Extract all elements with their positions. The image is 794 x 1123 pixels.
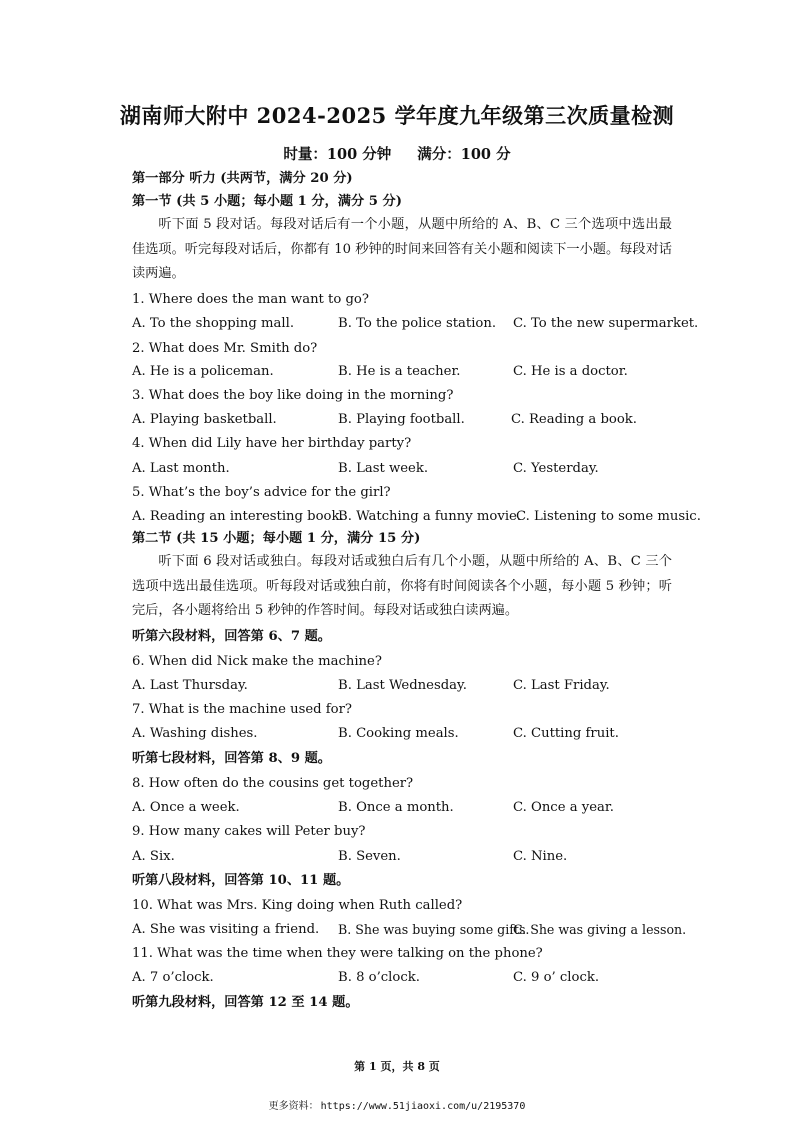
material-9-label: 听第九段材料，回答第 12 至 14 题。 (132, 995, 359, 1010)
material-7-label: 听第七段材料，回答第 8、9 题。 (132, 751, 331, 766)
question-6: 6. When did Nick make the machine? (132, 654, 382, 669)
q7-option-a: A. Washing dishes. (132, 726, 258, 741)
question-9: 9. How many cakes will Peter buy? (132, 824, 366, 839)
q2-option-a: A. He is a policeman. (132, 364, 274, 379)
q11-option-b: B. 8 o’clock. (338, 970, 420, 985)
q5-option-c: C. Listening to some music. (516, 509, 701, 524)
question-11: 11. What was the time when they were talking on the phone? (132, 946, 543, 961)
question-1: 1. Where does the man want to go? (132, 292, 369, 307)
q11-option-c: C. 9 o’ clock. (513, 970, 600, 985)
q5-option-a: A. Reading an interesting book. (132, 509, 344, 524)
q5-option-b: B. Watching a funny movie. (338, 509, 522, 524)
question-10: 10. What was Mrs. King doing when Ruth called? (132, 898, 463, 913)
q6-option-b: B. Last Wednesday. (338, 678, 467, 693)
q1-option-a: A. To the shopping mall. (132, 316, 295, 331)
q1-option-c: C. To the new supermarket. (513, 316, 699, 331)
q2-option-b: B. He is a teacher. (338, 364, 461, 379)
question-8: 8. How often do the cousins get together? (132, 776, 414, 791)
question-3: 3. What does the boy like doing in the morning? (132, 388, 454, 403)
q2-option-c: C. He is a doctor. (513, 364, 628, 379)
time-limit: 时量：100 分钟 (283, 146, 392, 163)
q10-option-b: B. She was buying some gifts. (338, 922, 530, 937)
q9-option-b: B. Seven. (338, 849, 401, 864)
q4-option-c: C. Yesterday. (513, 461, 599, 476)
section1-heading: 第一节 (共 5 小题；每小题 1 分，满分 5 分) (132, 194, 402, 209)
q6-option-a: A. Last Thursday. (132, 678, 248, 693)
q8-option-c: C. Once a year. (513, 800, 614, 815)
q3-option-c: C. Reading a book. (511, 412, 637, 427)
material-8-label: 听第八段材料，回答第 10、11 题。 (132, 873, 350, 888)
question-2: 2. What does Mr. Smith do? (132, 341, 318, 356)
q4-option-b: B. Last week. (338, 461, 429, 476)
q1-option-b: B. To the police station. (338, 316, 497, 331)
question-7: 7. What is the machine used for? (132, 702, 352, 717)
q7-option-c: C. Cutting fruit. (513, 726, 619, 741)
question-4: 4. When did Lily have her birthday party? (132, 436, 412, 451)
q10-option-a: A. She was visiting a friend. (132, 922, 320, 937)
q9-option-c: C. Nine. (513, 849, 568, 864)
material-6-label: 听第六段材料，回答第 6、7 题。 (132, 629, 331, 644)
q3-option-b: B. Playing football. (338, 412, 465, 427)
q8-option-b: B. Once a month. (338, 800, 454, 815)
exam-title: 湖南师大附中 2024-2025 学年度九年级第三次质量检测 (119, 103, 675, 128)
part1-heading: 第一部分 听力 (共两节，满分 20 分) (132, 171, 353, 186)
question-5: 5. What’s the boy’s advice for the girl? (132, 485, 391, 500)
q11-option-a: A. 7 o’clock. (132, 970, 214, 985)
source-url[interactable]: https://www.51jiaoxi.com/u/2195370 (320, 1101, 526, 1112)
source-label: 更多资料： (268, 1101, 319, 1112)
full-score: 满分：100 分 (417, 146, 511, 163)
source-line (0, 1097, 794, 1112)
exam-meta (0, 143, 794, 164)
q10-option-c: C. She was giving a lesson. (513, 922, 687, 937)
page-number: 第 1 页，共 8 页 (354, 1060, 440, 1073)
section1-instructions: 听下面 5 段对话。每段对话后有一个小题，从题中所给的 A、B、C 三个选项中选出最佳选项。听完每段对话后，你都有 10 秒钟的时间来回答有关小题和阅读下一小题。每段对话读两遍。 (132, 217, 672, 281)
q7-option-b: B. Cooking meals. (338, 726, 459, 741)
q9-option-a: A. Six. (132, 849, 175, 864)
q6-option-c: C. Last Friday. (513, 678, 610, 693)
q3-option-a: A. Playing basketball. (132, 412, 277, 427)
section2-instructions: 听下面 6 段对话或独白。每段对话或独白后有几个小题，从题中所给的 A、B、C 三个选项中选出最佳选项。听每段对话或独白前，你将有时间阅读各个小题，每小题 5 秒钟；听完后，各小题将给出 5 秒钟的作答时间。每段对话或独白读两遍。 (132, 554, 672, 618)
q4-option-a: A. Last month. (132, 461, 230, 476)
section2-heading: 第二节 (共 15 小题；每小题 1 分，满分 15 分) (132, 531, 421, 546)
q8-option-a: A. Once a week. (132, 800, 240, 815)
